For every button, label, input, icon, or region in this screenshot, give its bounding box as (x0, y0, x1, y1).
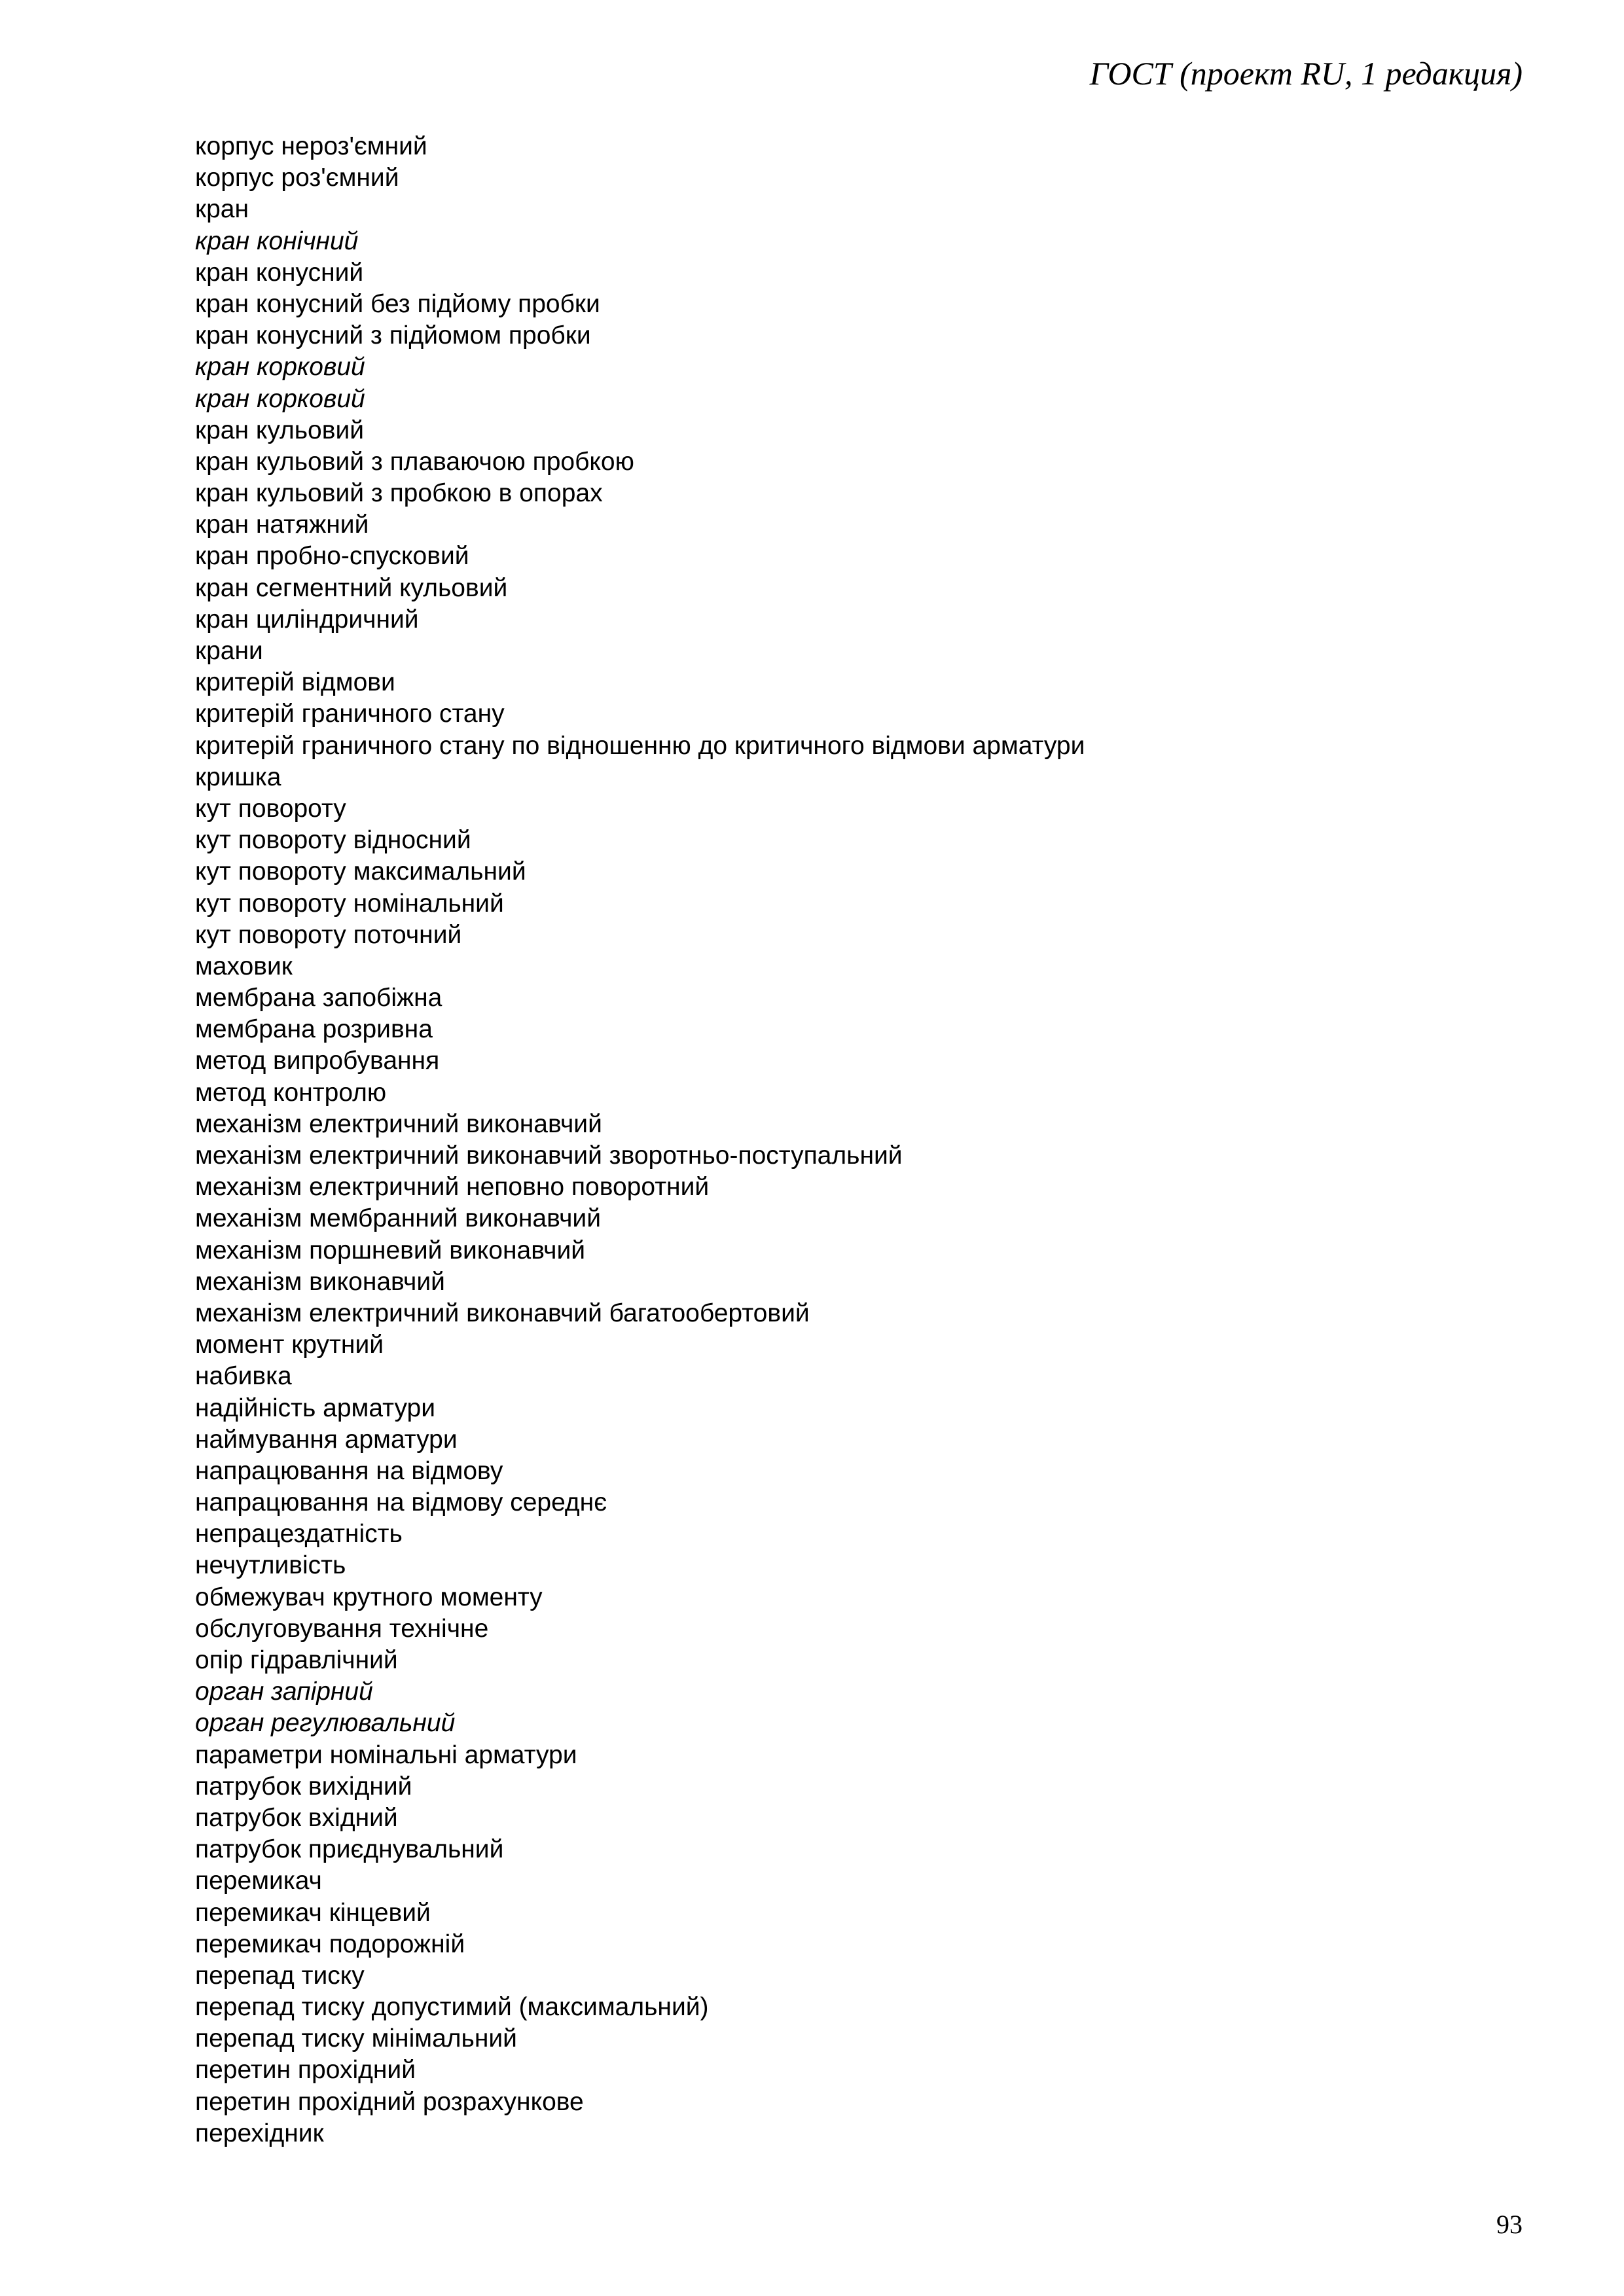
term-list-item: кран конусний з підйомом пробки (195, 321, 591, 350)
term-list-item: кран натяжний (195, 511, 369, 539)
term-list-item: механізм електричний виконавчий (195, 1109, 602, 1138)
term-list-item: перемикач кінцевий (195, 1898, 431, 1927)
term-list-item: кран циліндричний (195, 605, 419, 634)
term-list-item: маховик (195, 952, 293, 980)
term-list-item: мембрана розривна (195, 1015, 433, 1044)
term-list-item: кран конічний (195, 226, 359, 255)
term-list-item: механізм поршневий виконавчий (195, 1236, 586, 1265)
term-list-item: набивка (195, 1362, 292, 1391)
term-list-item: нечутливість (195, 1551, 346, 1580)
term-list-item: кут повороту поточний (195, 920, 462, 949)
running-header: ГОСТ (проект RU, 1 редакция) (1089, 55, 1523, 92)
term-list-item: кран корковий (195, 384, 365, 413)
term-list-item: надійність арматури (195, 1393, 436, 1422)
term-list-item: кран корковий (195, 353, 365, 382)
term-list-item: непрацездатність (195, 1520, 403, 1549)
term-list-item: механізм електричний виконавчий зворотньо-поступальний (195, 1141, 903, 1170)
term-list-item: критерій відмови (195, 668, 395, 697)
term-list-item: кран кульовий (195, 416, 365, 444)
term-list-item: перехідник (195, 2119, 324, 2147)
term-list-item: корпус нероз'ємний (195, 132, 427, 160)
term-list-item: перепад тиску допустимий (максимальний) (195, 1993, 709, 2022)
term-list-item: мембрана запобіжна (195, 984, 442, 1013)
term-list-item: кут повороту номінальний (195, 889, 504, 918)
term-list-item: механізм мембранний виконавчий (195, 1204, 601, 1233)
term-list-item: патрубок приєднувальний (195, 1835, 504, 1864)
term-list-item: кран пробно-спусковий (195, 542, 469, 571)
term-list-item: напрацювання на відмову середнє (195, 1488, 607, 1517)
term-list-item: орган запірний (195, 1677, 373, 1706)
term-list-item: перемикач (195, 1867, 322, 1895)
term-list-item: перепад тиску мінімальний (195, 2024, 517, 2053)
term-list-item: критерій граничного стану по відношенню до критичного відмови арматури (195, 731, 1085, 760)
term-list-item: крани (195, 637, 263, 665)
term-list-item: момент крутний (195, 1331, 384, 1359)
term-list-item: кут повороту відносний (195, 826, 471, 855)
term-list-item: обмежувач крутного моменту (195, 1583, 543, 1611)
term-list-item: кран (195, 195, 249, 224)
term-list-item: напрацювання на відмову (195, 1456, 503, 1485)
term-list-item: кран кульовий з пробкою в опорах (195, 479, 603, 508)
term-list-item: обслуговування технічне (195, 1614, 489, 1643)
page-number: 93 (1496, 2210, 1523, 2239)
term-list-item: наймування арматури (195, 1425, 458, 1454)
term-list-item: перемикач подорожній (195, 1929, 465, 1958)
term-list-item: перепад тиску (195, 1961, 365, 1990)
term-list-item: кран сегментний кульовий (195, 573, 508, 602)
term-list-item: кран кульовий з плаваючою пробкою (195, 447, 634, 476)
term-list-item: патрубок вхідний (195, 1803, 398, 1832)
term-list-item: параметри номінальні арматури (195, 1740, 577, 1769)
term-list-item: механізм електричний неповно поворотний (195, 1173, 710, 1202)
term-list-item: кран конусний без підйому пробки (195, 289, 600, 318)
term-list-item: перетин прохідний (195, 2056, 416, 2085)
term-list-item: кут повороту максимальний (195, 857, 526, 886)
term-list-item: кришка (195, 762, 281, 791)
term-list-item: кут повороту (195, 794, 346, 823)
term-index-list (195, 131, 1517, 2149)
term-list-item: критерій граничного стану (195, 700, 505, 728)
term-list-item: механізм електричний виконавчий багатообертовий (195, 1299, 810, 1327)
term-list-item: метод випробування (195, 1047, 440, 1075)
term-list-item: корпус роз'ємний (195, 164, 399, 192)
term-list-item: перетин прохідний розрахункове (195, 2087, 584, 2116)
term-list-item: метод контролю (195, 1078, 387, 1107)
term-list-item: кран конусний (195, 258, 364, 287)
term-list-item: патрубок вихідний (195, 1772, 412, 1801)
term-list-item: опір гідравлічний (195, 1646, 398, 1674)
term-list-item: механізм виконавчий (195, 1267, 445, 1296)
term-list-item: орган регулювальний (195, 1709, 456, 1738)
